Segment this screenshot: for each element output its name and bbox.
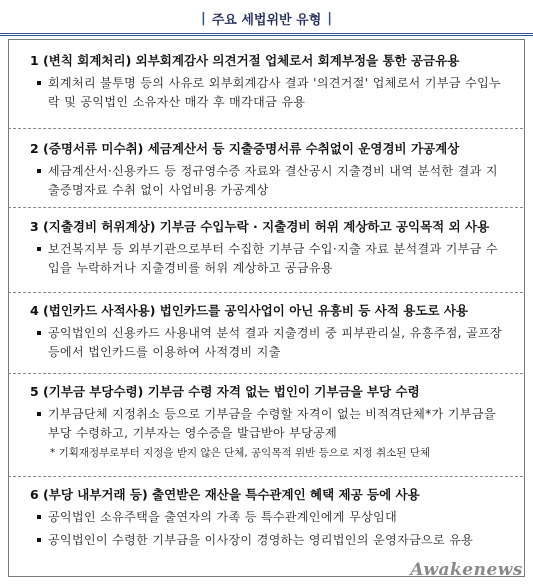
section-heading: 1 (변칙 회계처리) 외부회계감사 의견거절 업체로서 회계부정을 통한 공금유용 — [30, 53, 460, 68]
watermark-logo: Awakenews — [410, 560, 523, 580]
section-3 — [8, 208, 523, 278]
section-bullet: 보건복지부 등 외부기관으로부터 수집한 기부금 수입·지출 자료 분석결과 기부금 수입을 누락하거나 지출경비를 허위 계상하고 공금유용 — [30, 240, 509, 278]
section-divider — [8, 128, 523, 129]
section-bullet: 회계처리 불투명 등의 사유로 외부회계감사 결과 '의견거절' 업체로서 기부금 수입누락 및 공익법인 소유자산 매각 후 매각대금 유용 — [30, 74, 509, 112]
section-heading: 5 (기부금 부당수령) 기부금 수령 자격 없는 법인이 기부금을 부당 수령 — [30, 384, 420, 399]
section-4 — [8, 292, 523, 362]
section-heading: 3 (지출경비 허위계상) 기부금 수입누락 · 지출경비 허위 계상하고 공익목적 외 사용 — [30, 219, 490, 234]
section-heading: 4 (법인카드 사적사용) 법인카드를 공익사업이 아닌 유흥비 등 사적 용도로 사용 — [30, 303, 468, 318]
section-heading: 6 (부당 내부거래 등) 출연받은 재산을 특수관계인 혜택 제공 등에 사용 — [30, 487, 420, 502]
section-bullet: 기부금단체 지정취소 등으로 기부금을 수령할 자격이 없는 비적격단체*가 기부금을 부당 수령하고, 기부자는 영수증을 발급받아 부당공제 — [30, 405, 509, 443]
title-rule — [0, 33, 533, 36]
section-bullet: 공익법인이 수령한 기부금을 이사장이 경영하는 영리법인의 운영자금으로 유용 — [30, 531, 509, 550]
section-bullet: 공익법인 소유주택을 출연자의 가족 등 특수관계인에게 무상임대 — [30, 508, 509, 527]
section-2 — [8, 130, 523, 200]
title-text: 주요 세법위반 유형 — [211, 12, 322, 28]
title-bar-right: | — [327, 10, 333, 26]
section-6 — [8, 476, 523, 550]
page-title — [0, 4, 533, 32]
section-heading: 2 (증명서류 미수취) 세금계산서 등 지출증명서류 수취없이 운영경비 가공계상 — [30, 141, 460, 156]
section-1 — [8, 42, 523, 112]
section-bullet: 공익법인의 신용카드 사용내역 분석 결과 지출경비 중 피부관리실, 유흥주점, 골프장 등에서 법인카드를 이용하여 사적경비 지출 — [30, 324, 509, 362]
section-bullet: 세금계산서·신용카드 등 정규영수증 자료와 결산공시 지출경비 내역 분석한 결과 지출증명자료 수취 없이 사업비용 가공계상 — [30, 162, 509, 200]
title-bar-left: | — [200, 10, 206, 26]
section-5 — [8, 373, 523, 461]
section-footnote: * 기획재정부로부터 지정을 받지 않은 단체, 공익목적 위반 등으로 지정 취소된 단체 — [50, 447, 431, 459]
